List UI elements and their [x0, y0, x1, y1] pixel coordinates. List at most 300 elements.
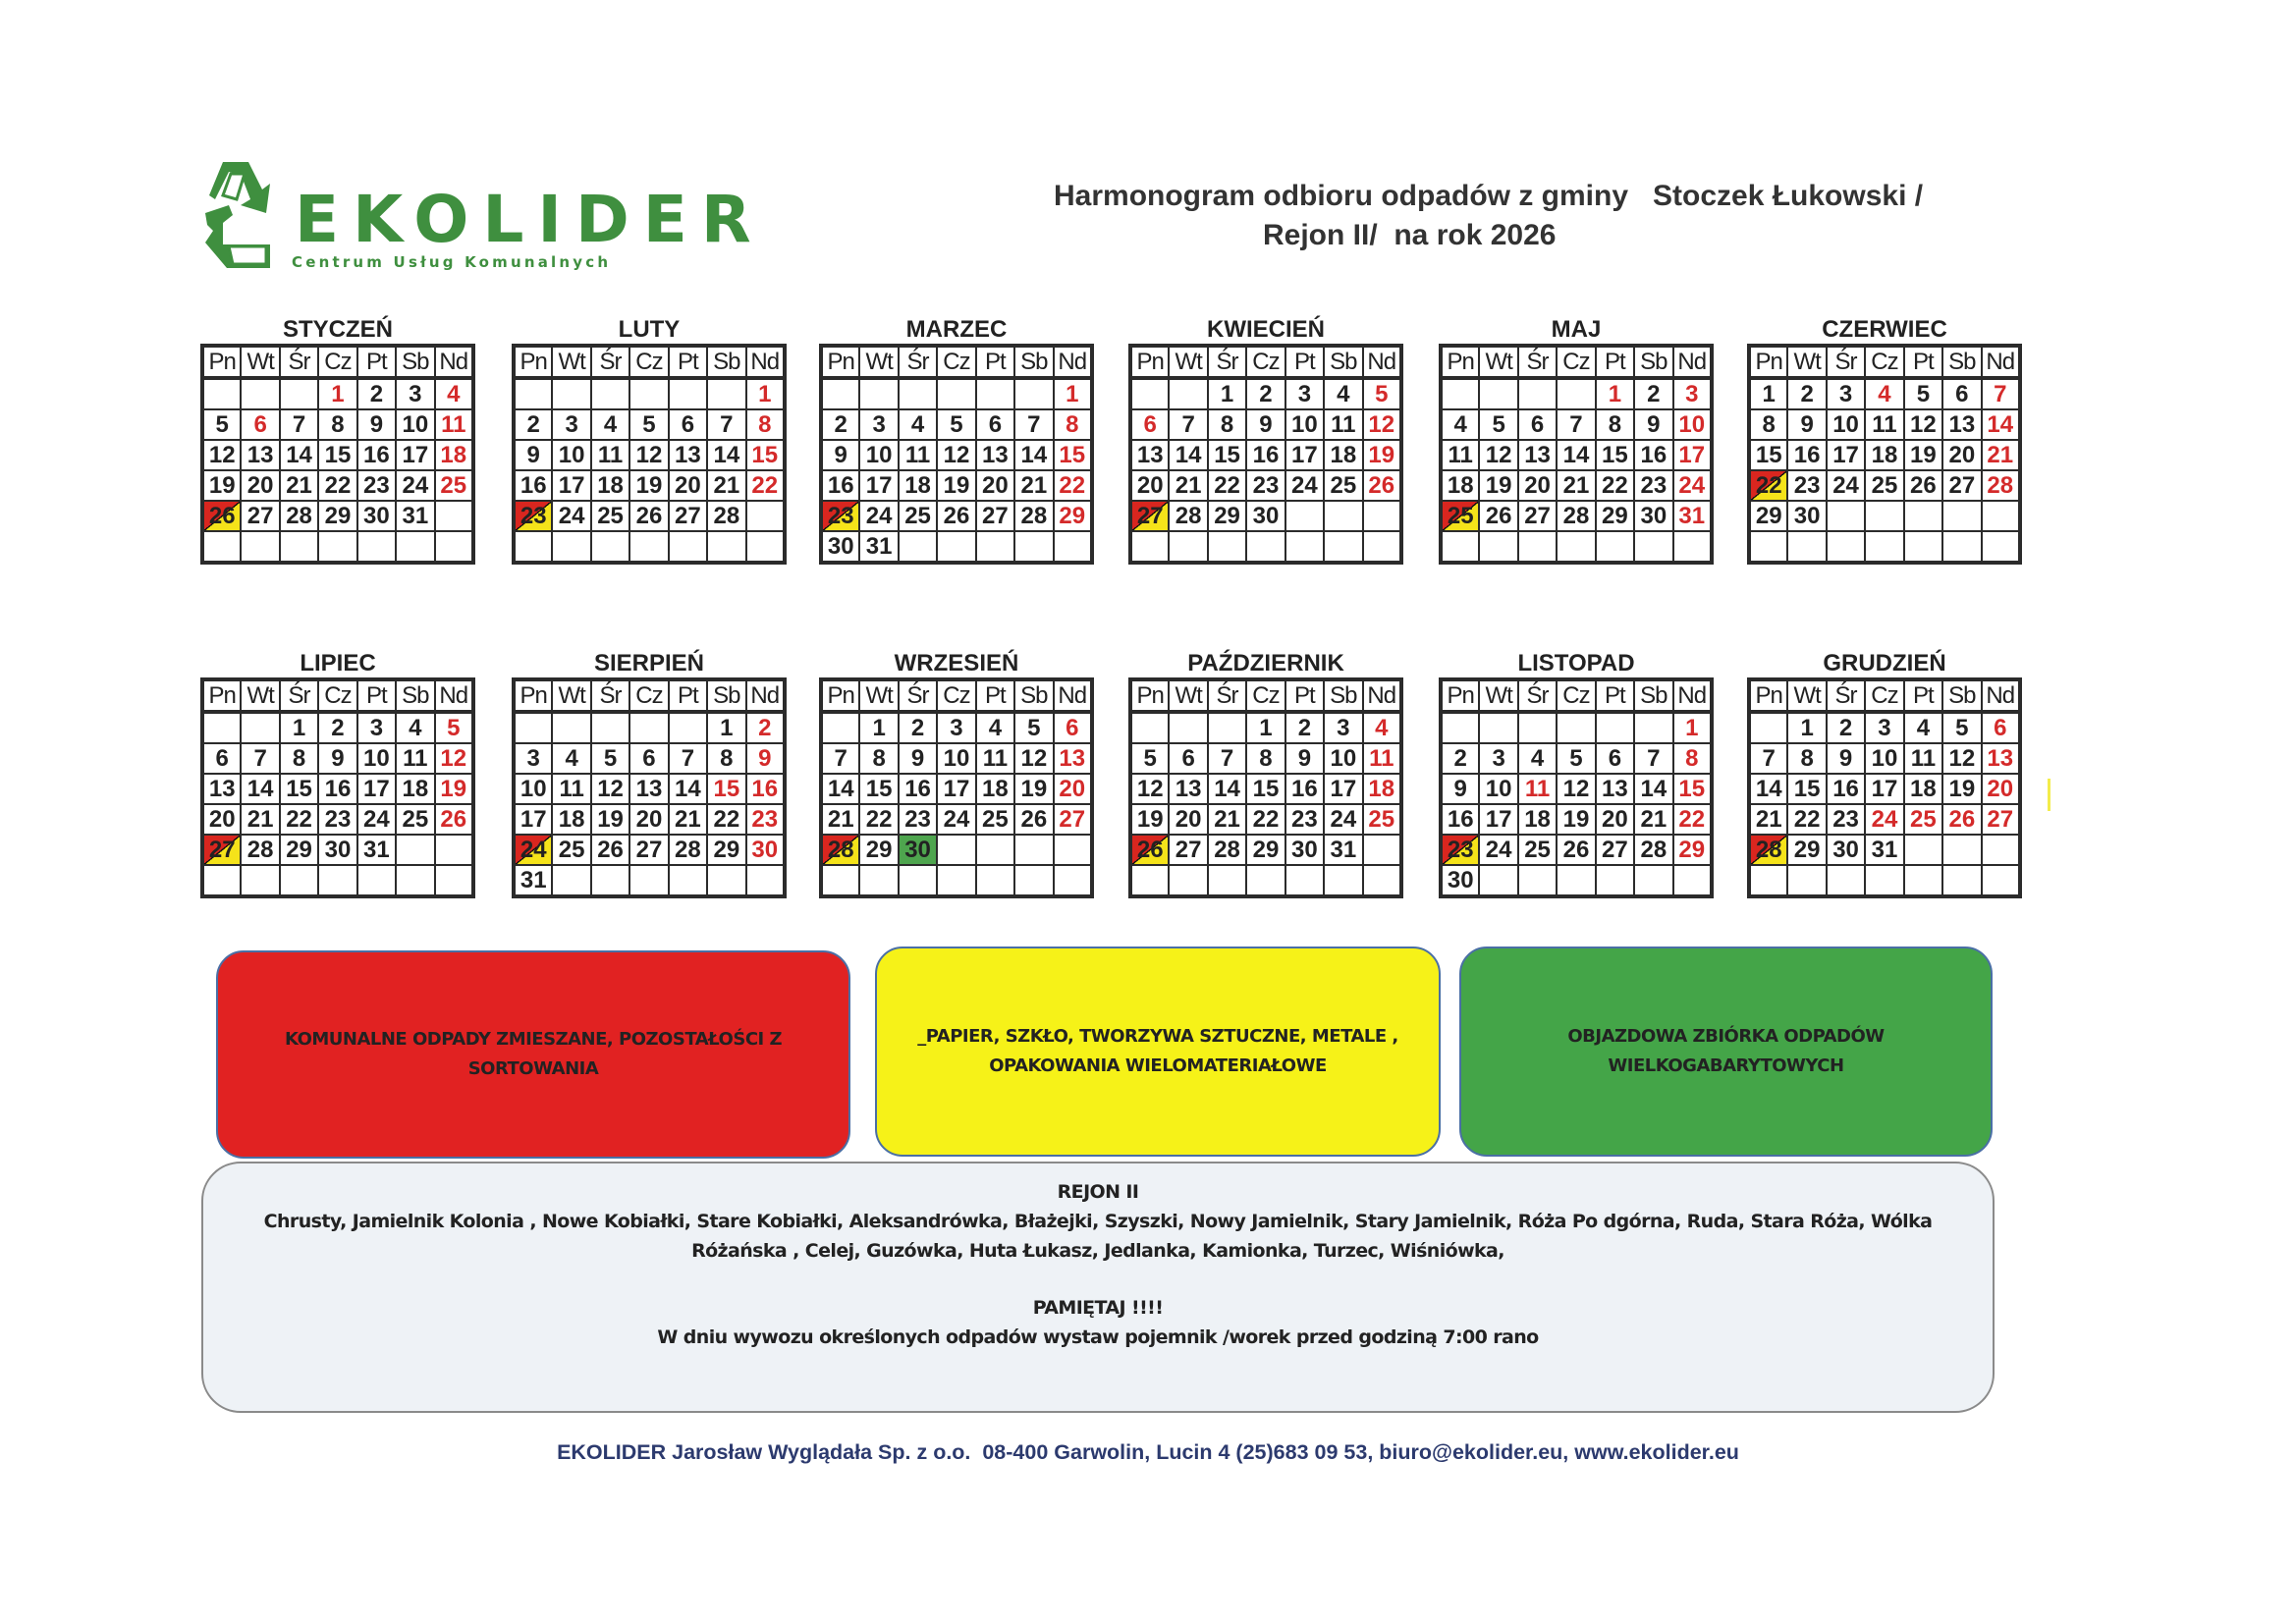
day-cell: 23	[1285, 804, 1324, 835]
empty-cell	[1942, 835, 1981, 865]
empty-cell	[280, 378, 318, 409]
day-cell: 7	[1169, 409, 1207, 440]
day-cell: 21	[241, 804, 279, 835]
day-cell: 11	[1363, 743, 1401, 774]
empty-cell	[1285, 531, 1324, 563]
month-name: WRZESIEŃ	[894, 650, 1019, 676]
weekday-label: Sb	[707, 679, 745, 712]
day-cell: 29	[859, 835, 898, 865]
legend-mixed-line-1: KOMUNALNE ODPADY ZMIESZANE, POZOSTAŁOŚCI Z	[284, 1029, 783, 1050]
week-row	[1749, 440, 2020, 470]
day-cell: 5	[1130, 743, 1169, 774]
day-cell: 28	[1169, 501, 1207, 531]
weekday-label: Sb	[1324, 346, 1362, 378]
day-cell: 30	[1827, 835, 1865, 865]
week-row	[1441, 531, 1712, 563]
day-cell: 25	[1363, 804, 1401, 835]
day-cell: 25	[976, 804, 1014, 835]
day-cell: 29	[1054, 501, 1092, 531]
week-row	[202, 440, 473, 470]
day-cell: 24	[1827, 470, 1865, 501]
empty-cell	[1479, 712, 1517, 743]
week-row	[202, 835, 473, 865]
empty-cell	[396, 835, 434, 865]
empty-cell	[937, 378, 975, 409]
month-table	[1747, 344, 2022, 565]
empty-cell	[514, 712, 552, 743]
weekday-label: Wt	[1479, 346, 1517, 378]
month-calendar	[1439, 316, 1714, 565]
day-cell: 27	[629, 835, 668, 865]
empty-cell	[821, 865, 859, 896]
day-cell: 17	[1324, 774, 1362, 804]
day-cell: 2	[1246, 378, 1285, 409]
week-row	[821, 774, 1092, 804]
empty-cell	[357, 531, 396, 563]
empty-cell	[669, 865, 707, 896]
weekday-label: Pt	[357, 346, 396, 378]
weekday-label: Pt	[1285, 679, 1324, 712]
day-cell: 16	[1441, 804, 1479, 835]
day-cell: 12	[1014, 743, 1053, 774]
day-cell: 29	[280, 835, 318, 865]
empty-cell	[629, 378, 668, 409]
week-row	[821, 440, 1092, 470]
week-row	[514, 865, 785, 896]
day-cell: 2	[1827, 712, 1865, 743]
weekday-label: Nd	[435, 346, 473, 378]
day-cell: 1	[1246, 712, 1285, 743]
day-cell: 6	[669, 409, 707, 440]
weekday-label: Cz	[1246, 346, 1285, 378]
day-cell: 9	[1634, 409, 1672, 440]
day-cell: 19	[1479, 470, 1517, 501]
weekday-label: Pt	[669, 679, 707, 712]
day-cell: 19	[1014, 774, 1053, 804]
day-cell: 5	[435, 712, 473, 743]
day-cell: 10	[357, 743, 396, 774]
empty-cell	[1942, 865, 1981, 896]
day-cell: 8	[746, 409, 785, 440]
weekday-label: Pt	[1596, 679, 1634, 712]
week-row	[1749, 712, 2020, 743]
legend-mixed-waste	[216, 950, 850, 1159]
day-cell: 21	[1634, 804, 1672, 835]
day-cell: 10	[937, 743, 975, 774]
weekday-label: Pt	[976, 679, 1014, 712]
empty-cell	[396, 531, 434, 563]
empty-cell	[202, 712, 241, 743]
day-cell: 15	[1749, 440, 1787, 470]
day-cell: 8	[318, 409, 356, 440]
day-cell: 25	[1904, 804, 1942, 835]
week-row	[1441, 470, 1712, 501]
month-name: CZERWIEC	[1822, 316, 1947, 343]
weekday-label: Sb	[1942, 346, 1981, 378]
month-table	[1439, 344, 1714, 565]
weekday-label: Nd	[746, 346, 785, 378]
empty-cell	[1634, 712, 1672, 743]
day-cell: 31	[396, 501, 434, 531]
day-cell: 25	[1865, 470, 1903, 501]
weekday-header-row	[514, 346, 785, 378]
day-cell: 9	[1285, 743, 1324, 774]
day-cell: 24	[1285, 470, 1324, 501]
week-row	[514, 470, 785, 501]
day-cell: 19	[1363, 440, 1401, 470]
day-cell: 10	[859, 440, 898, 470]
day-cell: 21	[1208, 804, 1246, 835]
day-cell: 2	[1285, 712, 1324, 743]
day-cell: 25	[1324, 470, 1362, 501]
day-cell: 3	[552, 409, 590, 440]
legend-recyclables-line-2: OPAKOWANIA WIELOMATERIAŁOWE	[989, 1055, 1327, 1076]
weekday-label: Pt	[1285, 346, 1324, 378]
weekday-label: Pn	[1130, 346, 1169, 378]
day-cell: 4	[1518, 743, 1557, 774]
empty-cell	[435, 865, 473, 896]
day-cell: 3	[1285, 378, 1324, 409]
weekday-label: Wt	[1169, 346, 1207, 378]
day-cell: 24	[937, 804, 975, 835]
empty-cell	[821, 712, 859, 743]
legend-mixed-line-2: SORTOWANIA	[467, 1058, 599, 1079]
day-cell: 18	[899, 470, 937, 501]
day-cell: 12	[1904, 409, 1942, 440]
reminder-text: W dniu wywozu określonych odpadów wystaw pojemnik /worek przed godziną 7:00 rano	[657, 1326, 1539, 1348]
day-cell: 28	[1208, 835, 1246, 865]
empty-cell	[1479, 865, 1517, 896]
day-cell: 26	[435, 804, 473, 835]
day-cell: 10	[1479, 774, 1517, 804]
weekday-label: Nd	[1982, 679, 2020, 712]
empty-cell	[1246, 865, 1285, 896]
month-name: PAŹDZIERNIK	[1187, 650, 1344, 676]
day-cell: 8	[1246, 743, 1285, 774]
day-cell: 18	[1904, 774, 1942, 804]
weekday-header-row	[1130, 346, 1401, 378]
region-info-box	[201, 1162, 1995, 1413]
weekday-label: Sb	[1942, 679, 1981, 712]
weekday-label: Pn	[1749, 346, 1787, 378]
day-cell: 27	[1982, 804, 2020, 835]
day-cell: 10	[1827, 409, 1865, 440]
day-cell: 16	[821, 470, 859, 501]
day-cell: 22	[746, 470, 785, 501]
empty-cell	[1634, 531, 1672, 563]
empty-cell	[1130, 712, 1169, 743]
weekday-label: Wt	[1169, 679, 1207, 712]
day-cell: 9	[1441, 774, 1479, 804]
empty-cell	[435, 835, 473, 865]
day-cell: 19	[1942, 774, 1981, 804]
day-cell: 14	[1634, 774, 1672, 804]
day-cell: 31	[1324, 835, 1362, 865]
day-cell: 21	[1557, 470, 1595, 501]
day-cell: 14	[1208, 774, 1246, 804]
empty-cell	[241, 378, 279, 409]
day-cell: 8	[1208, 409, 1246, 440]
day-cell: 13	[241, 440, 279, 470]
empty-cell	[1557, 531, 1595, 563]
day-cell: 13	[1942, 409, 1981, 440]
day-cell: 20	[1130, 470, 1169, 501]
day-cell-collection-mixed-recyclables: 24	[514, 835, 552, 865]
day-cell: 23	[1787, 470, 1826, 501]
day-cell: 29	[318, 501, 356, 531]
empty-cell	[1787, 865, 1826, 896]
legend-recyclables-line-1: _PAPIER, SZKŁO, TWORZYWA SZTUCZNE, METALE ,	[917, 1026, 1398, 1047]
month-name: KWIECIEŃ	[1207, 316, 1325, 343]
weekday-label: Śr	[591, 679, 629, 712]
day-cell-collection-mixed-recyclables: 25	[1441, 501, 1479, 531]
day-cell: 9	[1787, 409, 1826, 440]
day-cell: 14	[821, 774, 859, 804]
empty-cell	[241, 531, 279, 563]
weekday-label: Śr	[1208, 346, 1246, 378]
day-cell: 18	[1441, 470, 1479, 501]
weekday-label: Pn	[514, 346, 552, 378]
week-row	[1441, 835, 1712, 865]
day-cell: 17	[1865, 774, 1903, 804]
empty-cell	[1904, 865, 1942, 896]
empty-cell	[357, 865, 396, 896]
day-cell: 9	[746, 743, 785, 774]
weekday-label: Cz	[629, 346, 668, 378]
weekday-label: Sb	[1014, 679, 1053, 712]
day-cell: 2	[899, 712, 937, 743]
day-cell: 22	[1246, 804, 1285, 835]
day-cell: 6	[1982, 712, 2020, 743]
empty-cell	[1904, 501, 1942, 531]
weekday-label: Cz	[937, 679, 975, 712]
empty-cell	[241, 865, 279, 896]
day-cell: 18	[591, 470, 629, 501]
week-row	[514, 440, 785, 470]
legend-recyclables	[875, 947, 1441, 1157]
day-cell: 30	[1787, 501, 1826, 531]
week-row	[1749, 835, 2020, 865]
weekday-label: Nd	[1054, 346, 1092, 378]
day-cell: 28	[707, 501, 745, 531]
empty-cell	[552, 378, 590, 409]
empty-cell	[1324, 501, 1362, 531]
day-cell: 17	[937, 774, 975, 804]
day-cell: 28	[669, 835, 707, 865]
day-cell: 15	[1596, 440, 1634, 470]
empty-cell	[1749, 865, 1787, 896]
weekday-label: Wt	[1787, 346, 1826, 378]
week-row	[1130, 440, 1401, 470]
empty-cell	[591, 378, 629, 409]
empty-cell	[1557, 865, 1595, 896]
day-cell: 5	[1557, 743, 1595, 774]
day-cell: 29	[1596, 501, 1634, 531]
month-table	[819, 344, 1094, 565]
empty-cell	[1169, 865, 1207, 896]
day-cell: 3	[1865, 712, 1903, 743]
day-cell: 5	[1942, 712, 1981, 743]
day-cell: 2	[514, 409, 552, 440]
empty-cell	[937, 531, 975, 563]
day-cell: 12	[591, 774, 629, 804]
empty-cell	[1865, 865, 1903, 896]
weekday-header-row	[1441, 679, 1712, 712]
week-row	[821, 531, 1092, 563]
day-cell: 21	[821, 804, 859, 835]
day-cell: 3	[1324, 712, 1362, 743]
month-name: MARZEC	[905, 316, 1008, 343]
day-cell: 16	[357, 440, 396, 470]
day-cell: 2	[1787, 378, 1826, 409]
empty-cell	[1827, 531, 1865, 563]
empty-cell	[552, 531, 590, 563]
week-row	[1749, 531, 2020, 563]
week-row	[1749, 804, 2020, 835]
empty-cell	[552, 865, 590, 896]
day-cell: 2	[318, 712, 356, 743]
empty-cell	[859, 378, 898, 409]
empty-cell	[746, 501, 785, 531]
empty-cell	[629, 712, 668, 743]
day-cell-collection-mixed-recyclables: 23	[821, 501, 859, 531]
day-cell: 22	[1787, 804, 1826, 835]
empty-cell	[707, 531, 745, 563]
empty-cell	[318, 531, 356, 563]
day-cell: 12	[1557, 774, 1595, 804]
ekolider-logo	[201, 152, 765, 275]
empty-cell	[1054, 865, 1092, 896]
day-cell: 1	[707, 712, 745, 743]
week-row	[1441, 743, 1712, 774]
day-cell: 15	[1208, 440, 1246, 470]
weekday-label: Śr	[280, 346, 318, 378]
day-cell: 8	[1054, 409, 1092, 440]
day-cell: 29	[707, 835, 745, 865]
day-cell: 30	[318, 835, 356, 865]
month-table	[200, 344, 475, 565]
day-cell: 30	[1634, 501, 1672, 531]
week-row	[202, 501, 473, 531]
month-table	[200, 677, 475, 898]
day-cell: 5	[1479, 409, 1517, 440]
day-cell: 4	[1865, 378, 1903, 409]
day-cell: 19	[202, 470, 241, 501]
day-cell: 9	[1246, 409, 1285, 440]
day-cell: 27	[241, 501, 279, 531]
empty-cell	[629, 531, 668, 563]
day-cell: 29	[1208, 501, 1246, 531]
weekday-header-row	[821, 346, 1092, 378]
weekday-label: Śr	[1518, 679, 1557, 712]
week-row	[1441, 804, 1712, 835]
day-cell: 15	[1787, 774, 1826, 804]
day-cell: 1	[1208, 378, 1246, 409]
weekday-label: Pn	[514, 679, 552, 712]
week-row	[514, 531, 785, 563]
empty-cell	[1749, 531, 1787, 563]
month-name: MAJ	[1551, 316, 1602, 343]
empty-cell	[591, 531, 629, 563]
weekday-label: Wt	[859, 346, 898, 378]
empty-cell	[1441, 531, 1479, 563]
day-cell: 4	[1904, 712, 1942, 743]
day-cell: 7	[1634, 743, 1672, 774]
day-cell: 24	[552, 501, 590, 531]
day-cell: 6	[976, 409, 1014, 440]
day-cell: 30	[1441, 865, 1479, 896]
day-cell-collection-mixed-recyclables: 22	[1749, 470, 1787, 501]
day-cell: 20	[202, 804, 241, 835]
day-cell: 29	[1246, 835, 1285, 865]
weekday-label: Pn	[821, 679, 859, 712]
day-cell: 31	[514, 865, 552, 896]
week-row	[514, 378, 785, 409]
day-cell: 7	[707, 409, 745, 440]
day-cell: 8	[1596, 409, 1634, 440]
empty-cell	[1982, 501, 2020, 531]
day-cell: 12	[937, 440, 975, 470]
week-row	[1441, 501, 1712, 531]
day-cell: 25	[1518, 835, 1557, 865]
day-cell: 19	[435, 774, 473, 804]
weekday-label: Cz	[937, 346, 975, 378]
day-cell: 15	[318, 440, 356, 470]
day-cell: 16	[1634, 440, 1672, 470]
day-cell: 5	[1014, 712, 1053, 743]
weekday-label: Cz	[318, 679, 356, 712]
day-cell: 20	[241, 470, 279, 501]
weekday-header-row	[202, 346, 473, 378]
week-row	[1441, 378, 1712, 409]
day-cell: 18	[552, 804, 590, 835]
week-row	[202, 712, 473, 743]
day-cell: 24	[1479, 835, 1517, 865]
weekday-label: Cz	[1865, 679, 1903, 712]
day-cell: 5	[1904, 378, 1942, 409]
weekday-label: Śr	[1518, 346, 1557, 378]
day-cell: 23	[1827, 804, 1865, 835]
day-cell: 16	[514, 470, 552, 501]
month-name: LISTOPAD	[1517, 650, 1635, 676]
week-row	[821, 835, 1092, 865]
day-cell: 25	[591, 501, 629, 531]
month-table	[1128, 677, 1403, 898]
day-cell: 31	[859, 531, 898, 563]
day-cell: 4	[899, 409, 937, 440]
weekday-header-row	[1130, 679, 1401, 712]
empty-cell	[976, 531, 1014, 563]
empty-cell	[280, 531, 318, 563]
day-cell: 24	[859, 501, 898, 531]
month-name: STYCZEŃ	[282, 316, 393, 343]
day-cell: 8	[1749, 409, 1787, 440]
weekday-label: Pn	[1441, 679, 1479, 712]
day-cell: 14	[1169, 440, 1207, 470]
weekday-label: Nd	[1363, 346, 1401, 378]
week-row	[1130, 409, 1401, 440]
day-cell: 21	[669, 804, 707, 835]
week-row	[514, 743, 785, 774]
title-line-2: Rejon II/ na rok 2026	[1263, 219, 1557, 251]
day-cell: 9	[1827, 743, 1865, 774]
day-cell: 29	[1787, 835, 1826, 865]
day-cell: 16	[1787, 440, 1826, 470]
day-cell: 7	[1208, 743, 1246, 774]
day-cell: 1	[1596, 378, 1634, 409]
day-cell: 22	[318, 470, 356, 501]
day-cell: 3	[1673, 378, 1712, 409]
